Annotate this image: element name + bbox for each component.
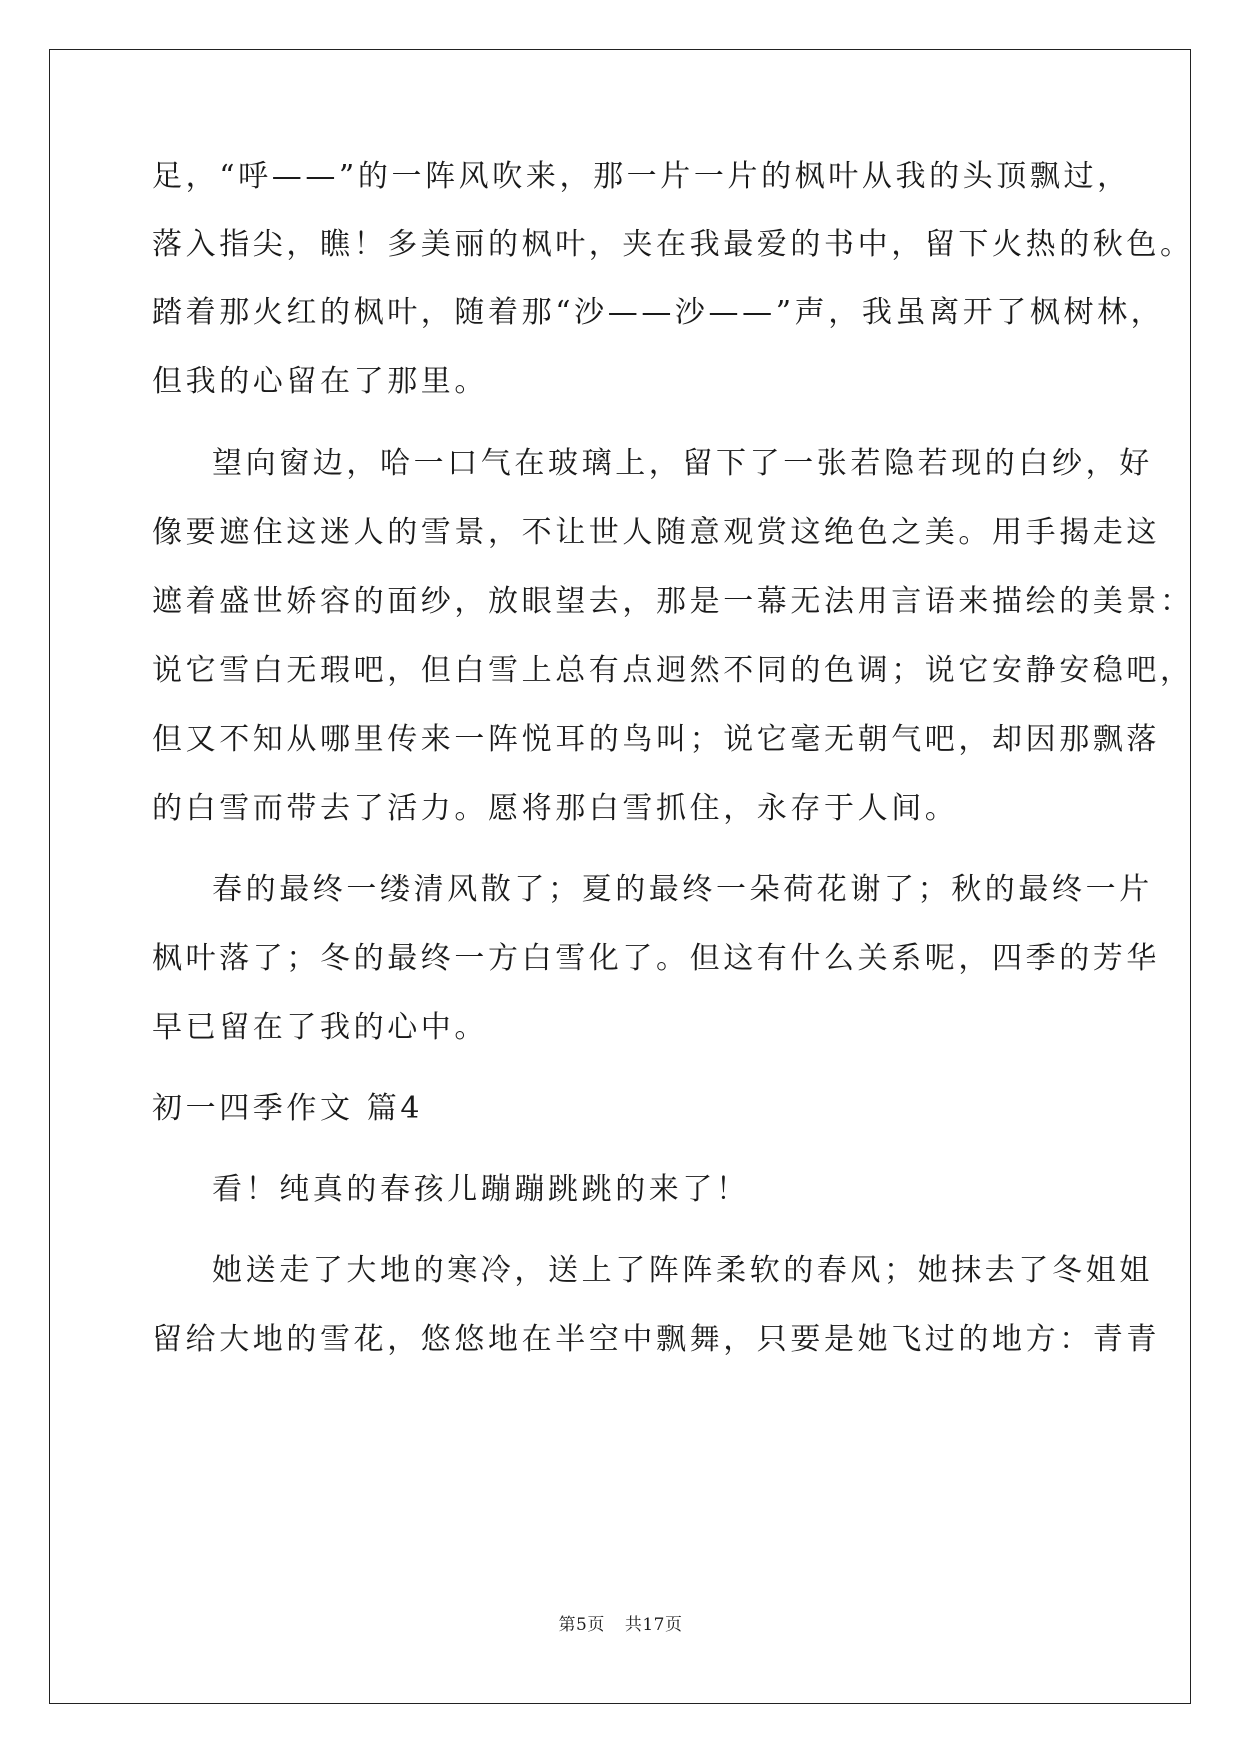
paragraph-line: 踏着那火红的枫叶，随着那“沙——沙——”声，我虽离开了枫树林，: [152, 295, 1165, 330]
page-footer: [0, 1614, 1241, 1636]
paragraph-line: 春的最终一缕清风散了；夏的最终一朵荷花谢了；秋的最终一片: [212, 872, 1153, 907]
paragraph-line: 但又不知从哪里传来一阵悦耳的鸟叫；说它毫无朝气吧，却因那飘落: [152, 722, 1160, 757]
paragraph-line: 望向窗边，哈一口气在玻璃上，留下了一张若隐若现的白纱，好: [212, 446, 1153, 481]
paragraph-line: 遮着盛世娇容的面纱，放眼望去，那是一幕无法用言语来描绘的美景：: [152, 584, 1194, 619]
section-heading: 初一四季作文 篇4: [152, 1091, 424, 1126]
paragraph-line: 像要遮住这迷人的雪景，不让世人随意观赏这绝色之美。用手揭走这: [152, 515, 1160, 550]
paragraph-line: 落入指尖，瞧！多美丽的枫叶，夹在我最爱的书中，留下火热的秋色。: [152, 227, 1194, 262]
paragraph-line: 早已留在了我的心中。: [152, 1010, 488, 1045]
paragraph-line: 枫叶落了；冬的最终一方白雪化了。但这有什么关系呢，四季的芳华: [152, 941, 1160, 976]
page-number: 第5页: [558, 1615, 605, 1635]
paragraph-line: 看！纯真的春孩儿蹦蹦跳跳的来了！: [212, 1172, 750, 1207]
paragraph-line: 足，“呼——”的一阵风吹来，那一片一片的枫叶从我的头顶飘过，: [152, 159, 1131, 194]
paragraph-line: 她送走了大地的寒冷，送上了阵阵柔软的春风；她抹去了冬姐姐: [212, 1253, 1153, 1288]
paragraph-line: 留给大地的雪花，悠悠地在半空中飘舞，只要是她飞过的地方：青青: [152, 1322, 1160, 1357]
paragraph-line: 的白雪而带去了活力。愿将那白雪抓住，永存于人间。: [152, 791, 959, 826]
paragraph-line: 说它雪白无瑕吧，但白雪上总有点迥然不同的色调；说它安静安稳吧，: [152, 653, 1194, 688]
page-total: 共17页: [624, 1615, 683, 1635]
paragraph-line: 但我的心留在了那里。: [152, 364, 488, 399]
